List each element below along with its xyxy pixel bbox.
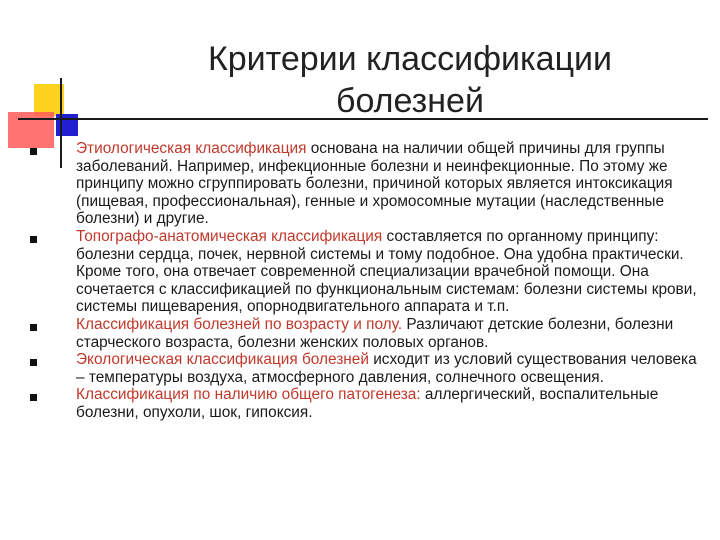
list-item-text <box>76 228 701 316</box>
list-item <box>0 386 720 421</box>
item-highlight: Классификация болезней по возрасту и полу. <box>76 315 403 333</box>
item-body: основана на наличии общей причины для группы заболеваний. Например, инфекционные болезни и неинфекционные. По этому же принципу можно сгруппировать болезни, причиной которых является интоксикация (пищевая, профессиональная), генные и хромосомные мутации (наследственные болезни) и другие. <box>76 140 673 228</box>
list-item-text <box>76 351 701 386</box>
list-item-text <box>76 386 701 421</box>
item-highlight: Этиологическая классификация <box>76 140 307 157</box>
list-item-text <box>76 316 701 351</box>
item-body: составляется по органному принципу: болезни сердца, почек, нервной системы и тому подобное. Она удобна практически. Кроме того, она отвечает современной специализации врачебной помощи. Она сочетается с классификацией по функциональным системам: болезни системы крови, системы пищеварения, опорнодвигательного аппарата и т.п. <box>76 227 697 316</box>
square-bullet-icon <box>30 394 37 401</box>
list-item <box>0 228 720 316</box>
list-item <box>0 316 720 351</box>
item-highlight: Классификация по наличию общего патогенеза: <box>76 386 421 404</box>
list-item-text <box>76 140 701 228</box>
item-body: Различают детские болезни, болезни старческого возраста, болезни женских половых органов. <box>76 315 674 351</box>
list-item <box>0 351 720 386</box>
square-bullet-icon <box>30 324 37 331</box>
list-item <box>0 140 720 228</box>
item-body: аллергический, воспалительные болезни, опухоли, шок, гипоксия. <box>76 386 659 421</box>
slide-title: Критерии классификации болезней <box>207 40 613 120</box>
square-bullet-icon <box>30 148 37 155</box>
item-body: исходит из условий существования человека – температуры воздуха, атмосферного давления, солнечного освещения. <box>76 351 697 386</box>
square-bullet-icon <box>30 359 37 366</box>
item-highlight: Топографо-анатомическая классификация <box>76 227 383 245</box>
item-highlight: Экологическая классификация болезней <box>76 351 369 369</box>
square-bullet-icon <box>30 236 37 243</box>
bullet-list <box>0 140 720 422</box>
